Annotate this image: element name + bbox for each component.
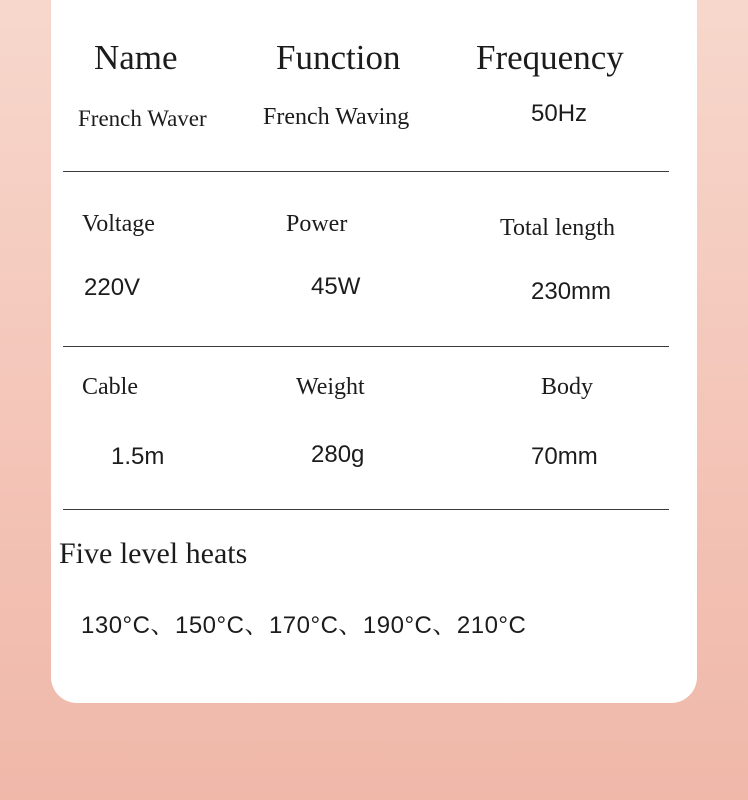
voltage-header: Voltage [82, 211, 155, 237]
cable-value: 1.5m [111, 443, 165, 470]
frequency-header: Frequency [476, 38, 624, 77]
function-value: French Waving [263, 104, 410, 130]
voltage-value: 220V [84, 274, 141, 301]
weight-header: Weight [296, 374, 365, 400]
name-header: Name [94, 38, 178, 77]
total-length-header: Total length [500, 215, 615, 241]
heat-levels: 130°C、150°C、170°C、190°C、210°C [81, 612, 527, 639]
body-value: 70mm [531, 443, 598, 470]
total-length-value: 230mm [531, 278, 612, 305]
function-header: Function [276, 38, 401, 77]
divider [63, 171, 669, 172]
weight-value: 280g [311, 441, 365, 468]
frequency-value: 50Hz [531, 100, 588, 127]
body-header: Body [541, 374, 594, 400]
heat-title: Five level heats [59, 537, 248, 570]
cable-header: Cable [82, 374, 138, 400]
name-value: French Waver [78, 106, 207, 131]
divider [63, 509, 669, 510]
divider [63, 346, 669, 347]
power-header: Power [286, 211, 348, 237]
power-value: 45W [311, 273, 361, 300]
